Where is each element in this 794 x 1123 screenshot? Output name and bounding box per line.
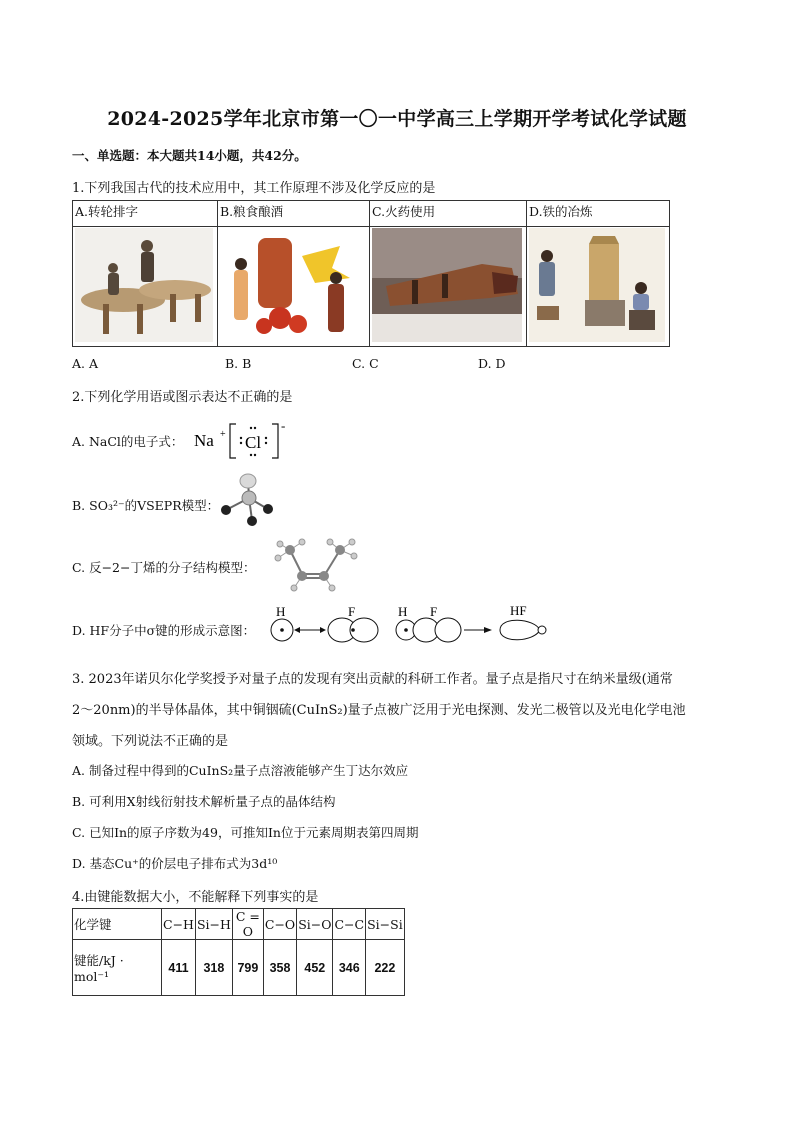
formula-minus: - xyxy=(281,418,286,433)
iron-smelting-image xyxy=(529,228,665,342)
energy-cell: 346 xyxy=(333,940,366,996)
q1-image-cell-b xyxy=(218,227,370,347)
bond-cell: Si−H xyxy=(195,909,232,940)
energy-cell: 358 xyxy=(263,940,296,996)
q1-header-d: D.铁的冶炼 xyxy=(527,201,670,227)
bond-energy-table xyxy=(72,908,405,996)
movable-type-image xyxy=(75,228,213,342)
brewing-image xyxy=(220,228,365,342)
nacl-electron-formula xyxy=(190,418,290,464)
vsepr-model xyxy=(212,472,276,534)
q1-option-b[interactable]: B. B xyxy=(225,356,252,371)
q1-option-c[interactable]: C. C xyxy=(352,356,379,371)
formula-cl: Cl xyxy=(245,433,262,452)
gunpowder-image xyxy=(372,228,522,342)
q3-option-a[interactable]: A. 制备过程中得到的CuInS₂量子点溶液能够产生丁达尔效应 xyxy=(72,763,409,778)
bond-cell: Si−Si xyxy=(366,909,405,940)
q3-line-1: 3. 2023年诺贝尔化学奖授予对量子点的发现有突出贡献的科研工作者。量子点是指尺寸在纳米量级(通常 xyxy=(72,672,673,687)
q1-image-cell-c xyxy=(370,227,527,347)
q1-header-c: C.火药使用 xyxy=(370,201,527,227)
energy-cell: 318 xyxy=(195,940,232,996)
q3-line-2: 2～20nm)的半导体晶体，其中铜铟硫(CuInS₂)量子点被广泛用于光电探测、发光二极管以及光电化学电池 xyxy=(72,703,686,718)
q1-table xyxy=(72,200,670,347)
label-f2: F xyxy=(430,604,438,619)
page-title: 2024-2025学年北京市第一〇一中学高三上学期开学考试化学试题 xyxy=(107,108,687,130)
q1-option-a[interactable]: A. A xyxy=(72,356,99,371)
q4-stem: 4.由键能数据大小，不能解释下列事实的是 xyxy=(72,890,319,905)
butene-model xyxy=(268,536,364,598)
q1-option-d[interactable]: D. D xyxy=(478,356,506,371)
q1-header-a: A.转轮排字 xyxy=(73,201,218,227)
q2-option-d[interactable]: D. HF分子中σ键的形成示意图： xyxy=(72,623,256,638)
q3-line-3: 领域。下列说法不正确的是 xyxy=(72,734,229,749)
label-hf: HF xyxy=(510,603,527,618)
label-f: F xyxy=(348,604,356,619)
q3-option-d[interactable]: D. 基态Cu⁺的价层电子排布式为3d¹⁰ xyxy=(72,856,278,871)
q1-header-b: B.粮食酿酒 xyxy=(218,201,370,227)
formula-plus: + xyxy=(220,429,226,440)
label-h: H xyxy=(276,604,286,619)
q3-option-b[interactable]: B. 可利用X射线衍射技术解析量子点的晶体结构 xyxy=(72,794,336,809)
formula-na: Na xyxy=(194,431,214,450)
bond-cell: Si−O xyxy=(297,909,333,940)
bond-cell: C−O xyxy=(263,909,296,940)
label-h2: H xyxy=(398,604,408,619)
q2-option-c[interactable]: C. 反−2−丁烯的分子结构模型： xyxy=(72,560,256,575)
hf-sigma-bond-diagram xyxy=(266,602,556,646)
energy-cell: 222 xyxy=(366,940,405,996)
bond-cell: C−H xyxy=(162,909,196,940)
q1-image-cell-a xyxy=(73,227,218,347)
q1-image-cell-d xyxy=(527,227,670,347)
energy-cell: 411 xyxy=(162,940,196,996)
q2-option-b[interactable]: B. SO₃²⁻的VSEPR模型： xyxy=(72,498,220,513)
section-heading: 一、单选题：本大题共14小题，共42分。 xyxy=(72,148,307,163)
bond-cell: C = O xyxy=(232,909,263,940)
row-label-bond: 化学键 xyxy=(73,909,162,940)
q2-option-a[interactable]: A. NaCl的电子式： xyxy=(72,434,184,449)
q1-stem: 1.下列我国古代的技术应用中，其工作原理不涉及化学反应的是 xyxy=(72,181,436,196)
q2-stem: 2.下列化学用语或图示表达不正确的是 xyxy=(72,390,293,405)
row-label-energy: 键能/kJ · mol⁻¹ xyxy=(73,940,162,996)
q3-option-c[interactable]: C. 已知In的原子序数为49，可推知In位于元素周期表第四周期 xyxy=(72,825,419,840)
energy-cell: 452 xyxy=(297,940,333,996)
bond-cell: C−C xyxy=(333,909,366,940)
energy-cell: 799 xyxy=(232,940,263,996)
